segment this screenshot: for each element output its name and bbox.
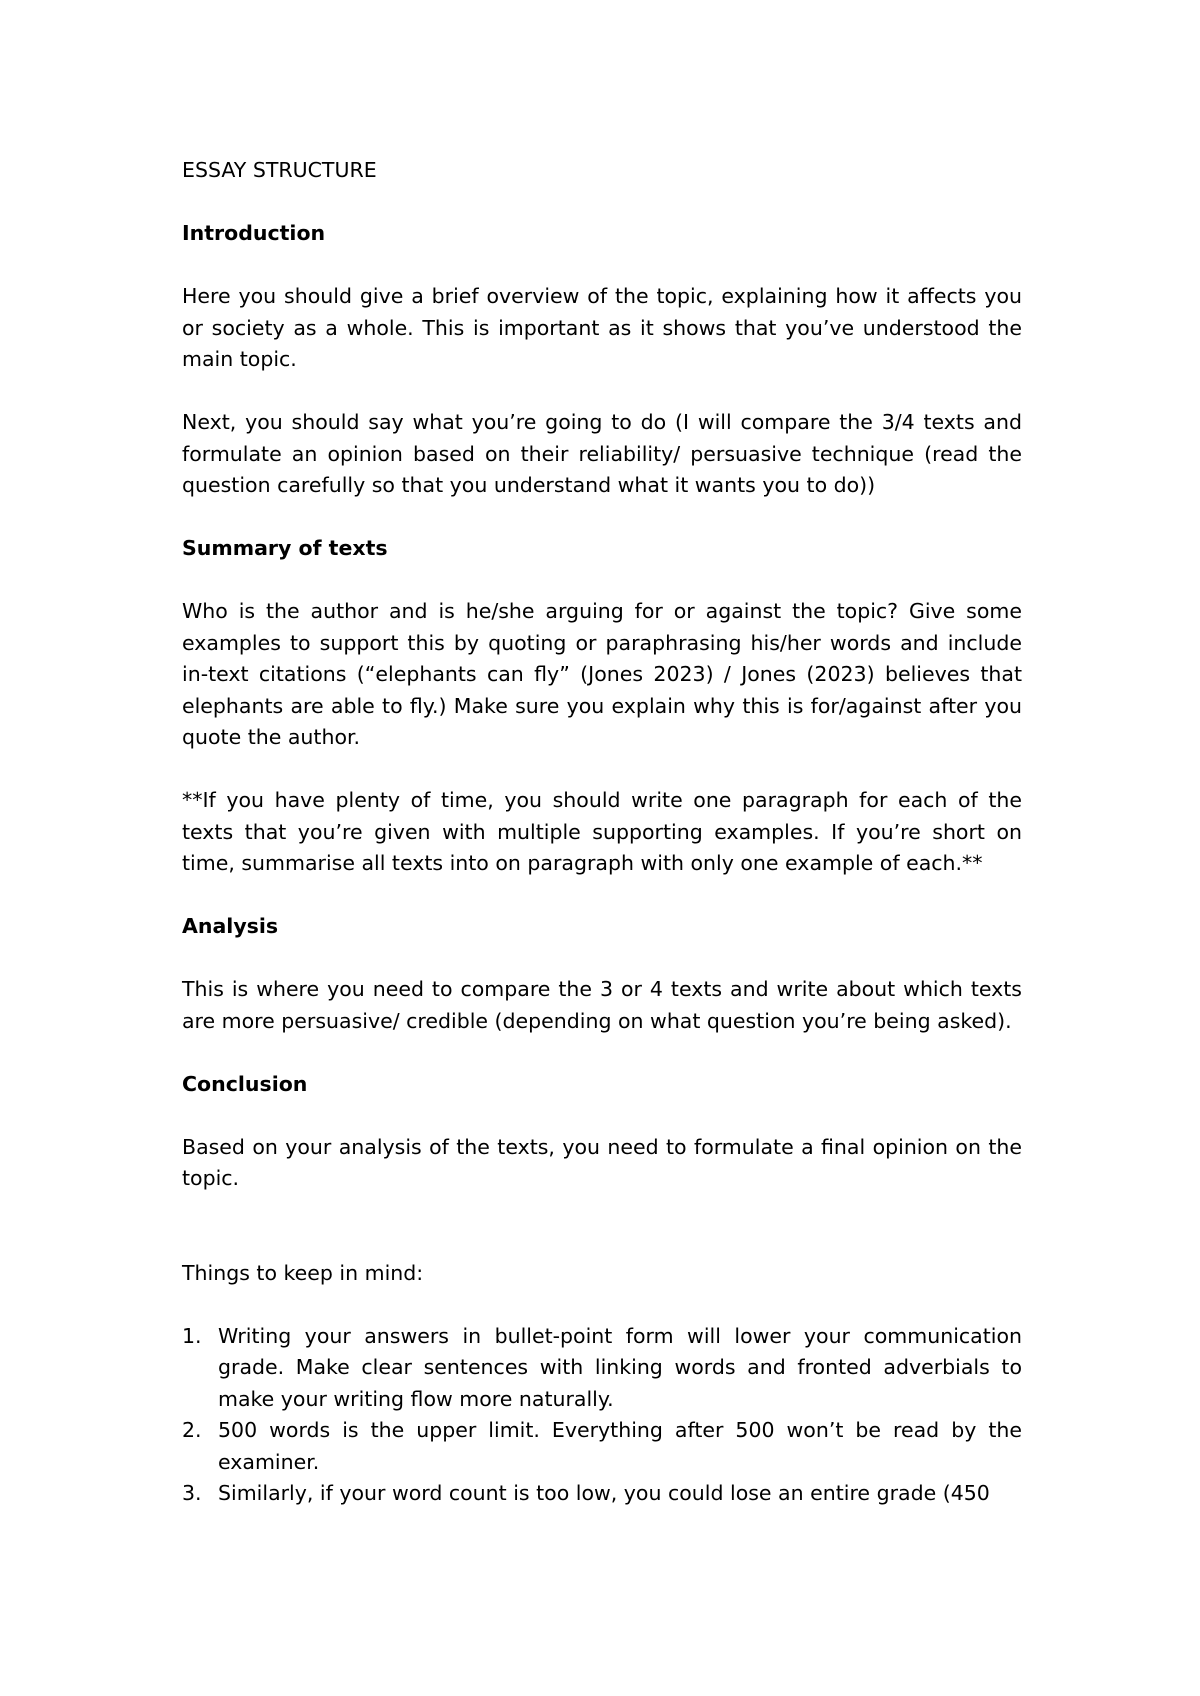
section-conclusion [182,1069,1022,1195]
summary-paragraph-1: Who is the author and is he/she arguing for or against the topic? Give some examples to support this by quoting or paraphrasing his/her words and include in-text citations (“elephants can fly” (Jones 2023) / Jones (2023) believes that elephants are able to fly.) Make sure you explain why this is for/against after you quote the author. [182,599,1022,749]
summary-paragraph-2: **If you have plenty of time, you should write one paragraph for each of the texts that you’re given with multiple supporting examples. If you’re short on time, summarise all texts into on paragraph with only one example of each.** [182,788,1022,875]
list-item [182,1321,1022,1416]
list-item [182,1415,1022,1478]
section-tips [182,1258,1022,1510]
document-page [182,155,1022,1510]
section-introduction [182,218,1022,502]
section-heading-conclusion: Conclusion [182,1071,308,1096]
conclusion-paragraph-1: Based on your analysis of the texts, you need to formulate a final opinion on the topic. [182,1134,1022,1190]
section-heading-introduction: Introduction [182,221,326,245]
list-item-text: Similarly, if your word count is too low, you could lose an entire grade (450 [218,1481,990,1505]
document-title: ESSAY STRUCTURE [182,158,377,182]
tips-list [182,1321,1022,1510]
section-heading-summary-of-texts: Summary of texts [182,536,388,560]
analysis-paragraph-1: This is where you need to compare the 3 or 4 texts and write about which texts are more persuasive/ credible (depending on what question you’re being asked). [182,977,1022,1033]
introduction-paragraph-2: Next, you should say what you’re going to do (I will compare the 3/4 texts and formulate an opinion based on their reliability/ persuasive technique (read the question carefully so that you understand what it wants you to do)) [182,410,1022,497]
list-item [182,1478,1022,1510]
list-item-text: 500 words is the upper limit. Everything after 500 won’t be read by the examiner. [218,1418,1022,1474]
list-item-text: Writing your answers in bullet-point form will lower your communication grade. Make clear sentences with linking words and fronted adverbials to make your writing flow more naturally. [218,1323,1022,1411]
list-item-number: 2. [182,1418,202,1442]
list-item-number: 3. [182,1481,202,1505]
section-heading-analysis: Analysis [182,914,279,938]
section-analysis [182,911,1022,1037]
tips-intro: Things to keep in mind: [182,1260,424,1285]
list-item-number: 1. [182,1323,202,1348]
section-summary-of-texts [182,533,1022,880]
introduction-paragraph-1: Here you should give a brief overview of the topic, explaining how it affects you or society as a whole. This is important as it shows that you’ve understood the main topic. [182,284,1022,371]
